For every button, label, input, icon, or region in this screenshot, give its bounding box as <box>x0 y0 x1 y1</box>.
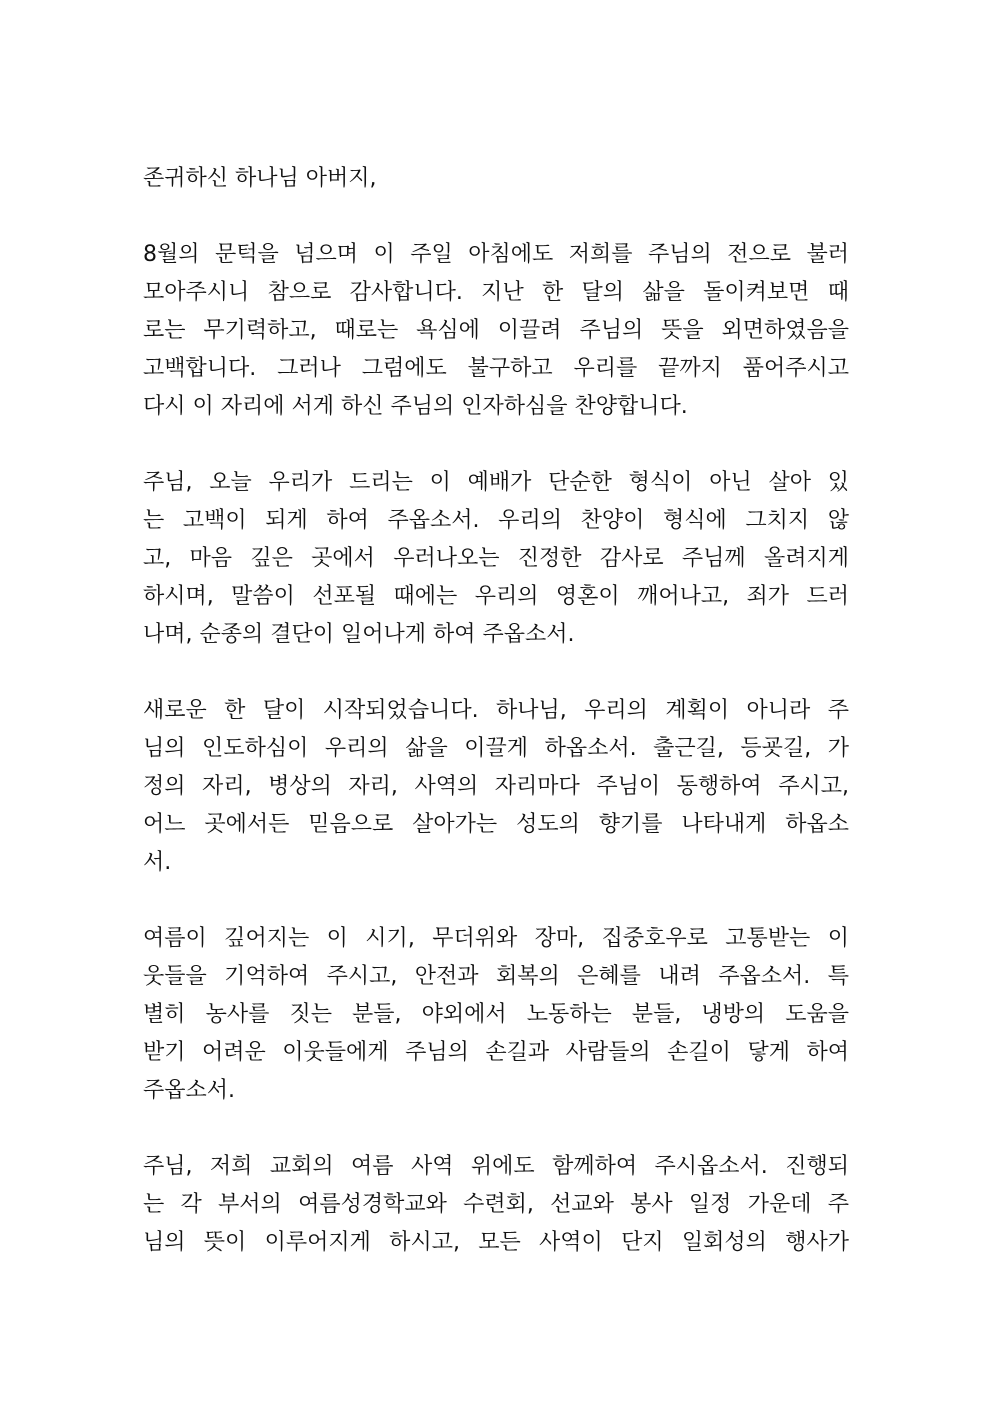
text-line: 별히 농사를 짓는 분들, 야외에서 노동하는 분들, 냉방의 도움을 <box>143 1002 849 1027</box>
text-line: 8월의 문턱을 넘으며 이 주일 아침에도 저희를 주님의 전으로 불러 <box>143 242 849 267</box>
salutation <box>143 160 849 198</box>
text-line: 는 고백이 되게 하여 주옵소서. 우리의 찬양이 형식에 그치지 않 <box>143 508 849 533</box>
text-line: 고백합니다. 그러나 그럼에도 불구하고 우리를 끝까지 품어주시고 <box>143 356 849 381</box>
paragraph-2 <box>143 464 849 654</box>
text-line: 고, 마음 깊은 곳에서 우러나오는 진정한 감사로 주님께 올려지게 <box>143 546 849 571</box>
paragraph-3 <box>143 692 849 882</box>
text-line: 여름이 깊어지는 이 시기, 무더위와 장마, 집중호우로 고통받는 이 <box>143 926 849 951</box>
text-line: 주님, 오늘 우리가 드리는 이 예배가 단순한 형식이 아닌 살아 있 <box>143 470 849 495</box>
paragraph-5 <box>143 1148 849 1262</box>
text-line: 새로운 한 달이 시작되었습니다. 하나님, 우리의 계획이 아니라 주 <box>143 698 849 723</box>
text-line: 님의 뜻이 이루어지게 하시고, 모든 사역이 단지 일회성의 행사가 <box>143 1230 849 1255</box>
paragraph-1 <box>143 236 849 426</box>
text-line: 주님, 저희 교회의 여름 사역 위에도 함께하여 주시옵소서. 진행되 <box>143 1154 849 1179</box>
paragraph-4 <box>143 920 849 1110</box>
text-line: 다시 이 자리에 서게 하신 주님의 인자하심을 찬양합니다. <box>143 394 688 419</box>
text-line: 하시며, 말씀이 선포될 때에는 우리의 영혼이 깨어나고, 죄가 드러 <box>143 584 849 609</box>
prayer-text <box>143 160 849 1300</box>
text-line: 나며, 순종의 결단이 일어나게 하여 주옵소서. <box>143 622 575 647</box>
salutation-line: 존귀하신 하나님 아버지, <box>143 166 377 191</box>
text-line: 로는 무기력하고, 때로는 욕심에 이끌려 주님의 뜻을 외면하였음을 <box>143 318 849 343</box>
text-line: 주옵소서. <box>143 1078 236 1103</box>
text-line: 서. <box>143 850 172 875</box>
text-line: 정의 자리, 병상의 자리, 사역의 자리마다 주님이 동행하여 주시고, <box>143 774 849 799</box>
text-line: 님의 인도하심이 우리의 삶을 이끌게 하옵소서. 출근길, 등굣길, 가 <box>143 736 849 761</box>
text-line: 웃들을 기억하여 주시고, 안전과 회복의 은혜를 내려 주옵소서. 특 <box>143 964 849 989</box>
text-line: 어느 곳에서든 믿음으로 살아가는 성도의 향기를 나타내게 하옵소 <box>143 812 849 837</box>
text-line: 는 각 부서의 여름성경학교와 수련회, 선교와 봉사 일정 가운데 주 <box>143 1192 849 1217</box>
text-line: 모아주시니 참으로 감사합니다. 지난 한 달의 삶을 돌이켜보면 때 <box>143 280 849 305</box>
text-line: 받기 어려운 이웃들에게 주님의 손길과 사람들의 손길이 닿게 하여 <box>143 1040 849 1065</box>
